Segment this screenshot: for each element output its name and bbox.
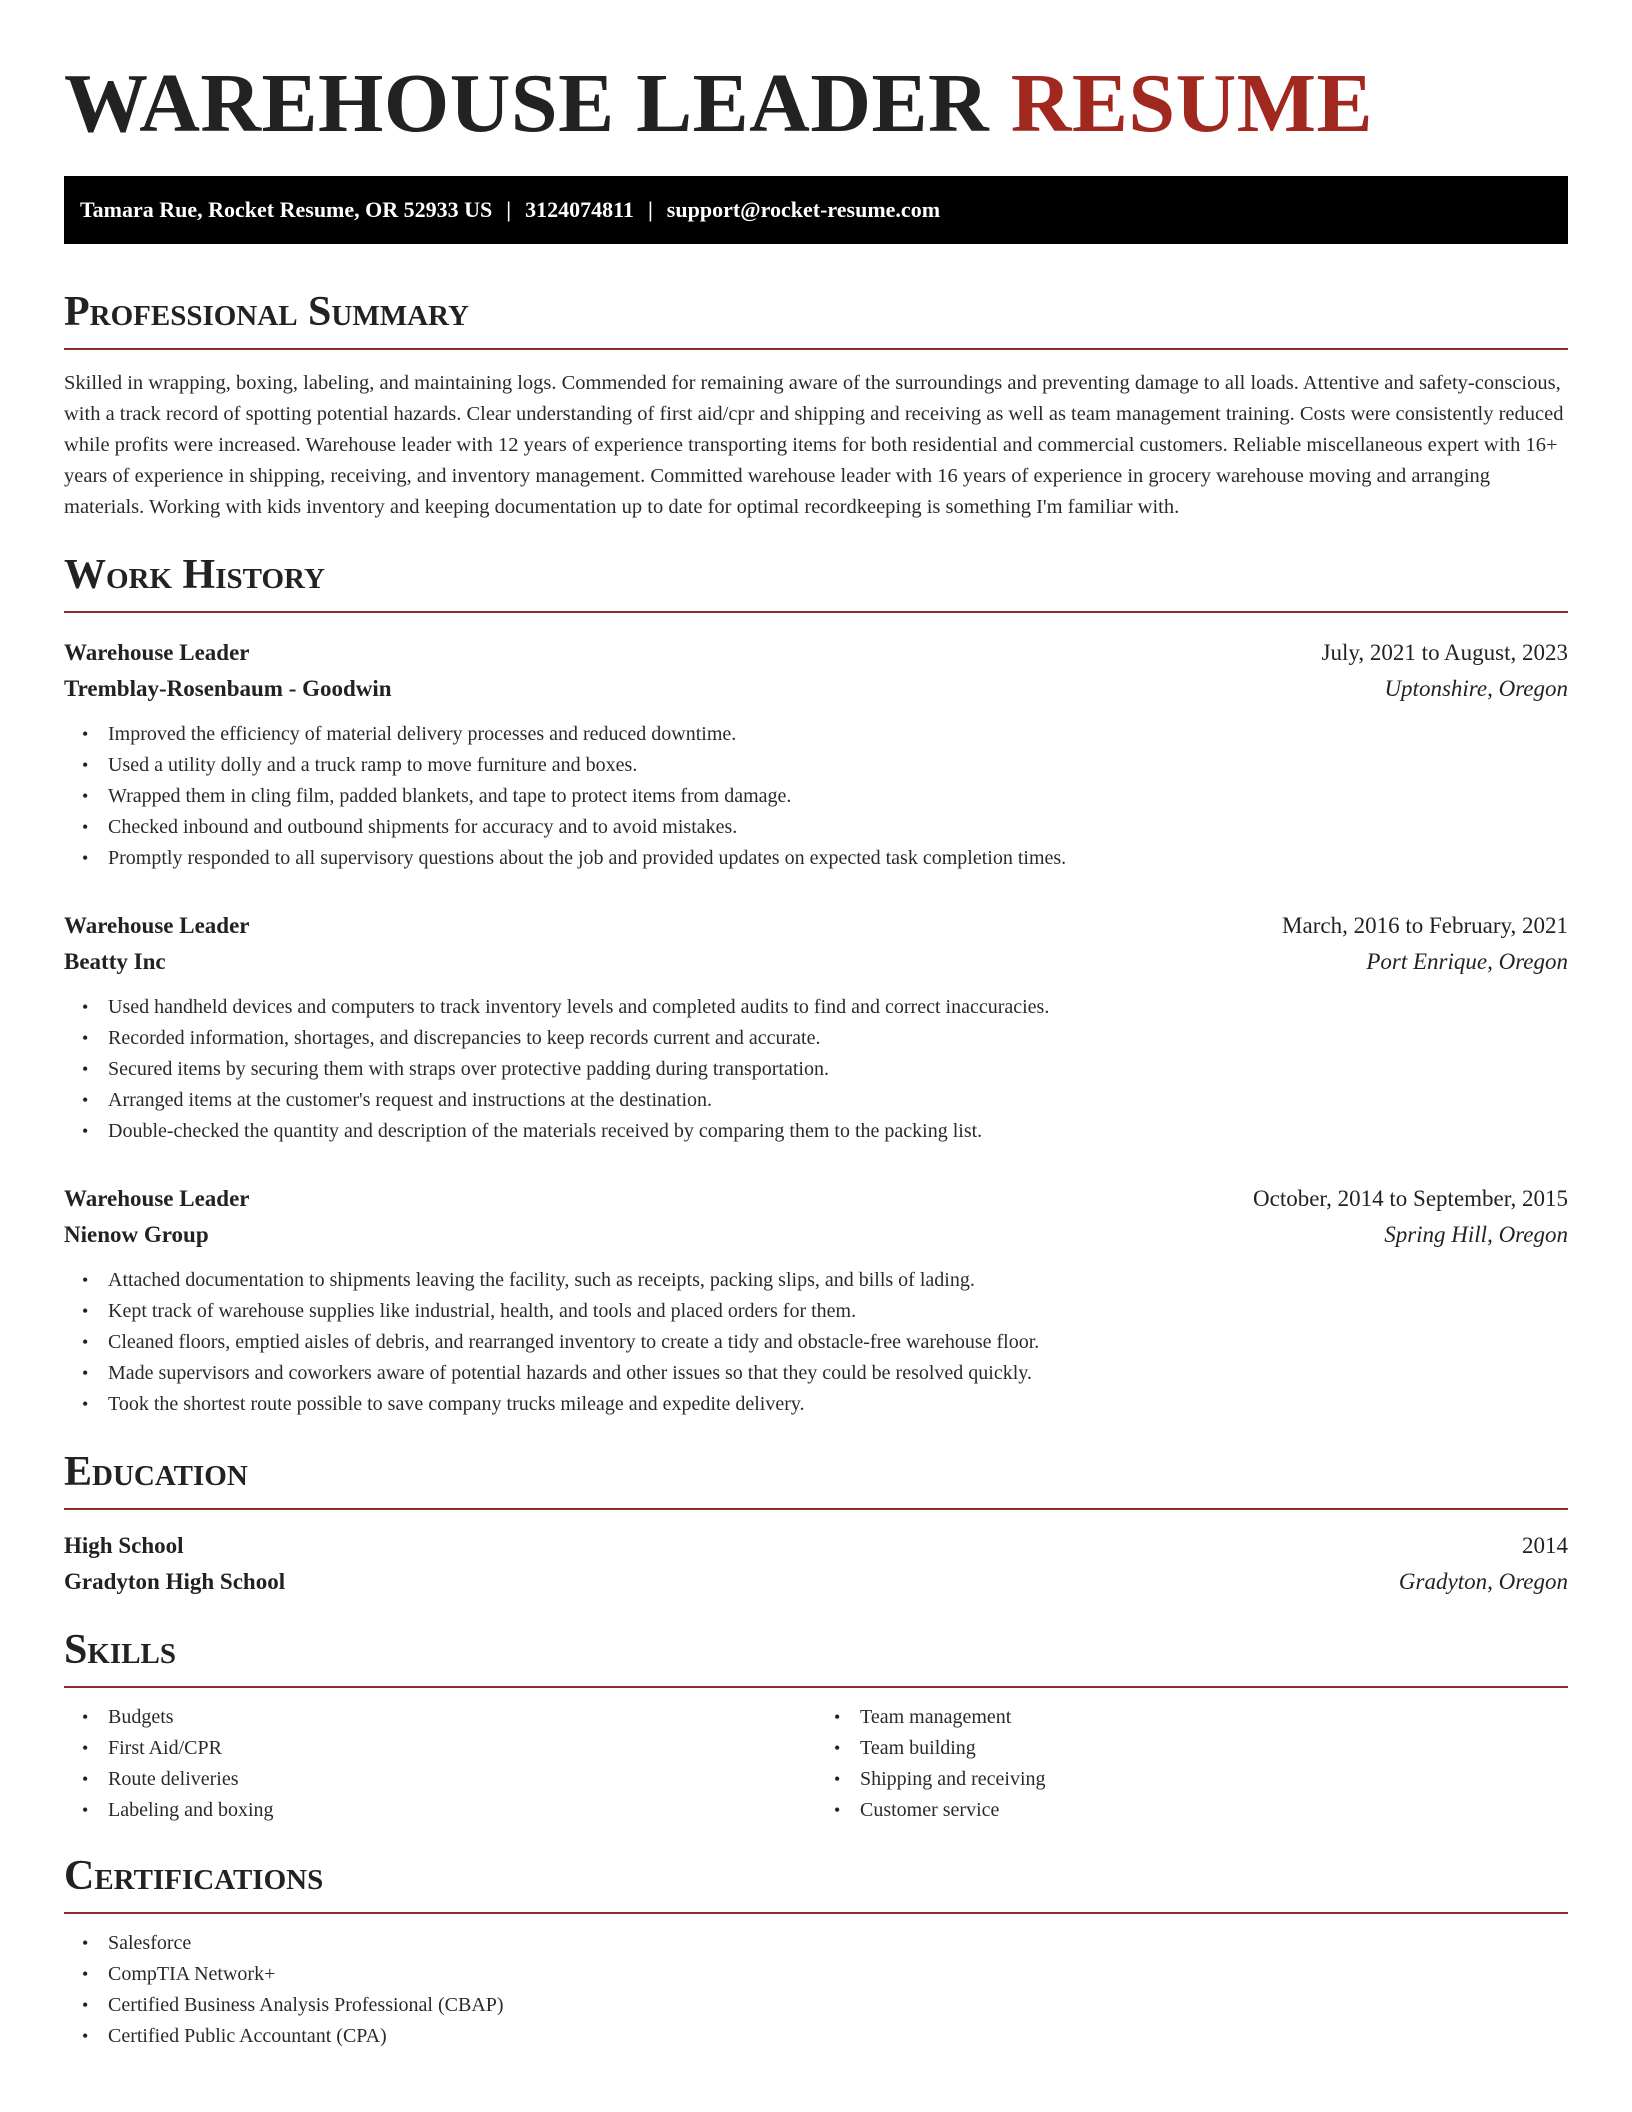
contact-separator: | [506,197,512,222]
section-heading-summary: Professional Summary [64,288,1568,350]
job-location: Spring Hill, Oregon [1384,1222,1568,1247]
job-bullet: • Recorded information, shortages, and discrepancies to keep records current and accurate. [80,1023,1568,1054]
job-company: Tremblay-Rosenbaum - Goodwin [64,676,392,701]
contact-bar [64,176,1568,244]
certification-item: • Salesforce [80,1928,1568,1959]
job-bullet: • Cleaned floors, emptied aisles of debris, and rearranged inventory to create a tidy and obstacle-free warehouse floor. [80,1327,1568,1358]
skill-item: • First Aid/CPR [80,1733,816,1764]
job-entry [64,635,1568,874]
job-company-row [64,944,1568,980]
section-heading-skills: Skills [64,1626,1568,1688]
skill-item: • Customer service [832,1795,1568,1826]
job-header-row [64,908,1568,944]
contact-email[interactable]: support@rocket-resume.com [666,197,941,222]
title-accent: RESUME [1010,57,1374,150]
job-bullet: • Took the shortest route possible to save company trucks mileage and expedite delivery. [80,1389,1568,1420]
certifications-list [80,1928,1568,2052]
skills-grid [64,1702,1568,1826]
job-title: Warehouse Leader [64,913,250,938]
skills-list [832,1702,1568,1826]
job-bullet: • Wrapped them in cling film, padded blankets, and tape to protect items from damage. [80,781,1568,812]
skill-item: • Shipping and receiving [832,1764,1568,1795]
education-degree: High School [64,1533,184,1558]
skills-column-left [64,1702,816,1826]
resume-title [64,0,1568,150]
job-dates: March, 2016 to February, 2021 [1282,913,1568,938]
job-bullet: • Promptly responded to all supervisory questions about the job and provided updates on expected task completion times. [80,843,1568,874]
job-bullet: • Secured items by securing them with straps over protective padding during transportation. [80,1054,1568,1085]
job-dates: July, 2021 to August, 2023 [1321,640,1568,665]
title-main: WAREHOUSE LEADER [64,57,990,150]
job-bullet: • Double-checked the quantity and description of the materials received by comparing them to the packing list. [80,1116,1568,1147]
contact-phone[interactable]: 3124074811 [525,197,634,222]
skills-list [80,1702,816,1826]
section-heading-certifications: Certifications [64,1852,1568,1914]
job-bullet-list [80,1265,1568,1420]
job-entry [64,1181,1568,1420]
skill-item: • Team management [832,1702,1568,1733]
section-heading-education: Education [64,1448,1568,1510]
education-school: Gradyton High School [64,1569,286,1594]
job-dates: October, 2014 to September, 2015 [1253,1186,1568,1211]
section-heading-work-history: Work History [64,551,1568,613]
certification-item: • Certified Business Analysis Professional (CBAP) [80,1990,1568,2021]
skill-item: • Labeling and boxing [80,1795,816,1826]
job-company-row [64,671,1568,707]
job-location: Port Enrique, Oregon [1366,949,1568,974]
contact-address: Tamara Rue, Rocket Resume, OR 52933 US [80,197,493,222]
job-bullet: • Attached documentation to shipments leaving the facility, such as receipts, packing slips, and bills of lading. [80,1265,1568,1296]
skills-column-right [816,1702,1568,1826]
job-bullet-list [80,992,1568,1147]
job-title: Warehouse Leader [64,640,250,665]
skill-item: • Budgets [80,1702,816,1733]
job-bullet: • Arranged items at the customer's request and instructions at the destination. [80,1085,1568,1116]
job-location: Uptonshire, Oregon [1384,676,1568,701]
job-bullet: • Used a utility dolly and a truck ramp to move furniture and boxes. [80,750,1568,781]
skill-item: • Route deliveries [80,1764,816,1795]
skill-item: • Team building [832,1733,1568,1764]
job-bullet-list [80,719,1568,874]
job-bullet: • Checked inbound and outbound shipments for accuracy and to avoid mistakes. [80,812,1568,843]
job-title: Warehouse Leader [64,1186,250,1211]
job-header-row [64,635,1568,671]
education-school-row [64,1564,1568,1600]
education-location: Gradyton, Oregon [1398,1569,1568,1594]
job-bullet: • Made supervisors and coworkers aware of potential hazards and other issues so that they could be resolved quickly. [80,1358,1568,1389]
job-header-row [64,1181,1568,1217]
job-entry [64,908,1568,1147]
job-bullet: • Kept track of warehouse supplies like industrial, health, and tools and placed orders for them. [80,1296,1568,1327]
certification-item: • CompTIA Network+ [80,1959,1568,1990]
certification-item: • Certified Public Accountant (CPA) [80,2021,1568,2052]
education-year: 2014 [1522,1533,1568,1558]
job-bullet: • Used handheld devices and computers to track inventory levels and completed audits to find and correct inaccuracies. [80,992,1568,1023]
job-company: Beatty Inc [64,949,166,974]
education-header-row [64,1528,1568,1564]
summary-text: Skilled in wrapping, boxing, labeling, and maintaining logs. Commended for remaining aware of the surroundings and preventing damage to all loads. Attentive and safety-conscious, with a track record of spotting potential hazards. Clear understanding of first aid/cpr and shipping and receiving as well as team management training. Costs were consistently reduced while profits were increased. Warehouse leader with 12 years of experience transporting items for both residential and commercial customers. Reliable miscellaneous expert with 16+ years of experience in shipping, receiving, and inventory management. Committed warehouse leader with 16 years of experience in grocery warehouse moving and arranging materials. Working with kids inventory and keeping documentation up to date for optimal recordkeeping is something I'm familiar with. [64,372,1564,518]
job-company: Nienow Group [64,1222,209,1247]
job-bullet: • Improved the efficiency of material delivery processes and reduced downtime. [80,719,1568,750]
job-company-row [64,1217,1568,1253]
education-entry [64,1528,1568,1600]
contact-separator: | [647,197,653,222]
